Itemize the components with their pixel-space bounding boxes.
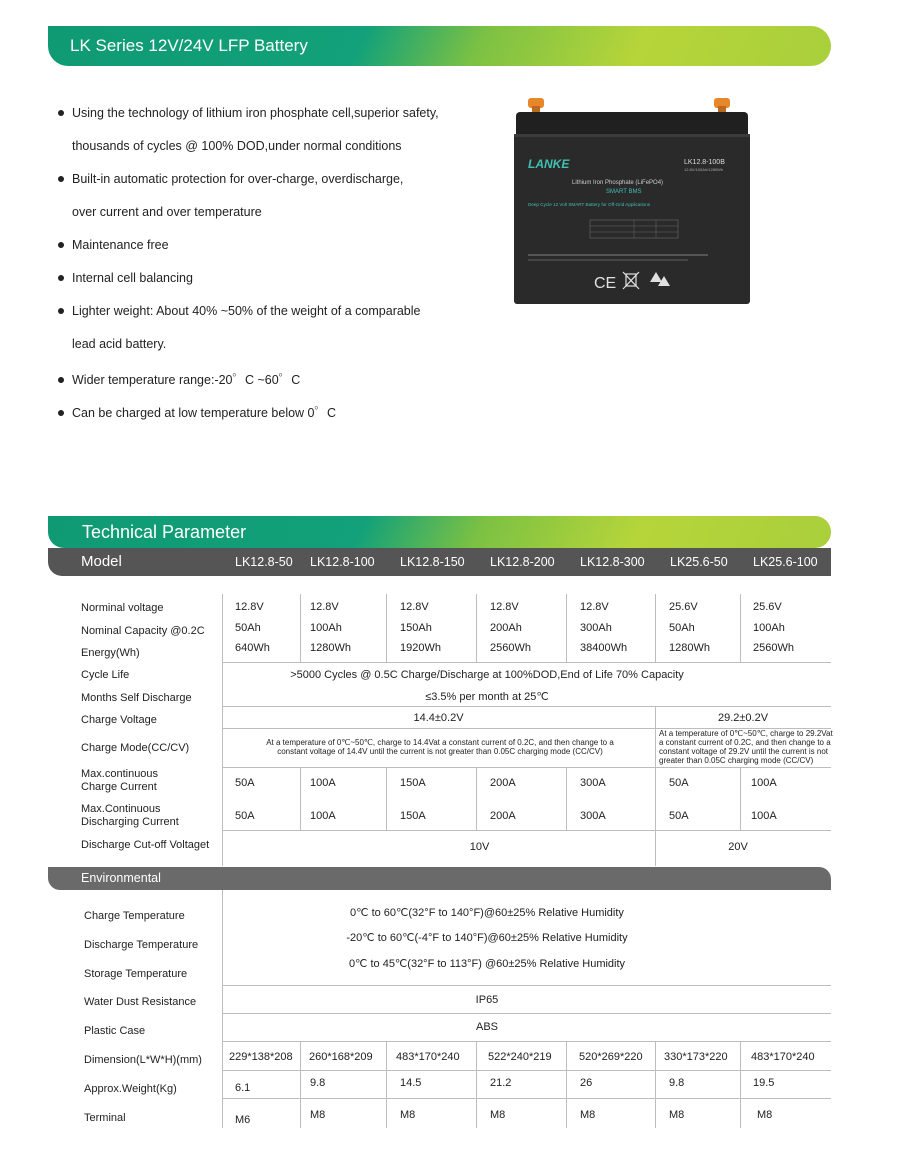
feature-item [58, 238, 169, 252]
table-divider [300, 594, 301, 662]
table-cell: M8 [490, 1109, 506, 1121]
table-divider [300, 1041, 301, 1128]
cutoff-12v: 10V [469, 841, 490, 853]
table-rule [222, 662, 831, 663]
model-header-row [48, 548, 831, 576]
environmental-title: Environmental [81, 871, 161, 885]
table-cell: 50Ah [235, 622, 261, 634]
row-label: Nominal Capacity @0.2C [81, 625, 205, 637]
table-cell: 50Ah [669, 622, 695, 634]
table-cell: 2560Wh [753, 642, 794, 654]
row-label: Approx.Weight(Kg) [84, 1083, 177, 1095]
table-cell: 1280Wh [669, 642, 710, 654]
table-divider [386, 1041, 387, 1128]
row-label: Max.Continuous [81, 803, 161, 815]
model-name: LK12.8-200 [490, 555, 555, 569]
table-cell: 9.8 [669, 1077, 685, 1089]
table-cell: 9.8 [310, 1077, 326, 1089]
self-discharge-value: ≤3.5% per month at 25℃ [425, 691, 549, 703]
cutoff-24v: 20V [728, 841, 748, 853]
table-cell: 1920Wh [400, 642, 441, 654]
battery-image [514, 94, 750, 304]
table-cell: 640Wh [235, 642, 270, 654]
table-cell: 1280Wh [310, 642, 351, 654]
table-divider [740, 767, 741, 830]
table-cell: 12.8V [310, 601, 339, 613]
charge-voltage-12v: 14.4±0.2V [413, 712, 464, 724]
table-divider [740, 594, 741, 662]
row-label: Months Self Discharge [81, 692, 192, 704]
recycle-bin-icon [623, 272, 639, 289]
bullet-icon [58, 242, 64, 248]
row-label: Charge Current [81, 781, 157, 793]
table-cell: 100A [310, 810, 336, 822]
feature-continuation: over current and over temperature [72, 205, 262, 219]
table-divider [300, 767, 301, 830]
model-label: Model [81, 553, 122, 570]
row-label: Terminal [84, 1112, 126, 1124]
ce-mark: CE [594, 275, 617, 292]
feature-continuation: thousands of cycles @ 100% DOD,under normal conditions [72, 139, 402, 153]
table-divider [566, 594, 567, 662]
plastic-case-value: ABS [475, 1021, 498, 1033]
discharge-temp-value: -20℃ to 60℃(-4°F to 140°F)@60±25% Relative Humidity [346, 932, 628, 944]
bullet-icon [58, 410, 64, 416]
table-cell: 6.1 [235, 1082, 251, 1094]
table-cell: 522*240*219 [488, 1051, 552, 1063]
table-cell: 50A [669, 777, 689, 789]
table-divider [476, 594, 477, 662]
table-cell: 150A [400, 777, 426, 789]
table-cell: 100A [751, 810, 777, 822]
tech-title: Technical Parameter [82, 522, 247, 542]
table-cell: 50A [235, 810, 255, 822]
table-divider [476, 767, 477, 830]
table-cell: 150Ah [400, 622, 432, 634]
table-cell: 483*170*240 [751, 1051, 815, 1063]
table-cell: 100A [751, 777, 777, 789]
feature-text: Wider temperature range:-20゜C ~60゜C [72, 373, 301, 387]
table-cell: 200A [490, 810, 516, 822]
table-cell: M6 [235, 1114, 251, 1126]
feature-item [58, 370, 300, 388]
feature-text: Internal cell balancing [72, 271, 193, 285]
table-cell: M8 [757, 1109, 773, 1121]
row-label: Cycle Life [81, 669, 130, 681]
charge-mode-12v: At a temperature of 0℃~50℃, charge to 14.4Vat a constant current of 0.2C, and then change to a constant voltage of 14.4V until the current is not greater than 0.05C charging mode (CC/CV) [266, 738, 614, 756]
table-cell: 300Ah [580, 622, 612, 634]
table-cell: 520*269*220 [579, 1051, 643, 1063]
battery-brand: LANKE [528, 157, 570, 171]
model-name: LK12.8-100 [310, 555, 375, 569]
model-name: LK12.8-50 [235, 555, 293, 569]
bullet-icon [58, 110, 64, 116]
charge-voltage-24v: 29.2±0.2V [717, 712, 769, 724]
model-name: LK25.6-100 [753, 555, 818, 569]
table-cell: 200Ah [490, 622, 522, 634]
table-cell: 38400Wh [580, 642, 628, 654]
row-label: Water Dust Resistance [84, 996, 197, 1008]
feature-text: Using the technology of lithium iron phosphate cell,superior safety, [72, 106, 439, 120]
table-cell: 12.8V [400, 601, 429, 613]
row-label: Discharge Temperature [84, 939, 199, 951]
table-cell: 26 [580, 1077, 593, 1089]
row-label: Discharging Current [81, 816, 179, 828]
row-label: Norminal voltage [81, 602, 164, 614]
table-divider [655, 594, 656, 662]
model-name: LK12.8-150 [400, 555, 465, 569]
table-cell: 50A [235, 777, 255, 789]
table-cell: 100A [310, 777, 336, 789]
environmental-header [48, 867, 831, 890]
table-cell: 200A [490, 777, 516, 789]
feature-item [58, 172, 403, 186]
table-rule [222, 830, 831, 831]
table-cell: 300A [580, 810, 606, 822]
table-cell: 25.6V [669, 601, 698, 613]
model-name: LK25.6-50 [670, 555, 728, 569]
charge-temp-value: 0℃ to 60℃(32°F to 140°F)@60±25% Relative Humidity [350, 907, 624, 919]
table-cell: 300A [580, 777, 606, 789]
table-cell: 100Ah [753, 622, 785, 634]
table-rule [222, 706, 831, 707]
table-divider [740, 1041, 741, 1128]
table-divider [222, 890, 223, 1128]
row-label: Charge Mode(CC/CV) [81, 742, 190, 754]
bullet-icon [58, 176, 64, 182]
table-divider [386, 767, 387, 830]
row-label: Storage Temperature [84, 968, 188, 980]
bullet-icon [58, 275, 64, 281]
battery-model: LK12.8-100B [684, 159, 725, 166]
bullet-icon [58, 377, 64, 383]
table-cell: 229*138*208 [229, 1051, 293, 1063]
water-dust-value: IP65 [475, 994, 499, 1006]
table-rule [222, 767, 831, 768]
feature-continuation: lead acid battery. [72, 337, 167, 351]
tech-banner [48, 516, 831, 548]
table-cell: M8 [669, 1109, 685, 1121]
table-divider [476, 1041, 477, 1128]
table-cell: 21.2 [490, 1077, 512, 1089]
page-title: LK Series 12V/24V LFP Battery [70, 36, 308, 55]
table-divider [386, 594, 387, 662]
table-cell: 12.8V [235, 601, 264, 613]
table-cell: 260*168*209 [309, 1051, 373, 1063]
table-rule [222, 1013, 831, 1014]
battery-spec: 12.8V/100Ah/1280Wh [684, 167, 724, 172]
table-divider [566, 1041, 567, 1128]
table-cell: 330*173*220 [664, 1051, 728, 1063]
table-cell: 100Ah [310, 622, 342, 634]
row-label: Dimension(L*W*H)(mm) [84, 1054, 202, 1066]
table-cell: 12.8V [580, 601, 609, 613]
table-cell: 150A [400, 810, 426, 822]
table-rule [222, 985, 831, 986]
row-label: Charge Voltage [81, 714, 157, 726]
feature-text: Lighter weight: About 40% ~50% of the weight of a comparable [72, 304, 421, 318]
battery-tagline: Deep Cycle 12 Volt SMART Battery for Off-Grid Applications [528, 202, 651, 207]
feature-item [58, 304, 421, 318]
row-label: Plastic Case [84, 1025, 146, 1037]
table-cell: 12.8V [490, 601, 519, 613]
table-cell: 2560Wh [490, 642, 531, 654]
table-cell: M8 [580, 1109, 596, 1121]
cycle-life-value: >5000 Cycles @ 0.5C Charge/Discharge at 100%DOD,End of Life 70% Capacity [290, 669, 684, 681]
row-label: Energy(Wh) [81, 647, 140, 659]
feature-text: Can be charged at low temperature below 0゜C [72, 406, 337, 420]
battery-chemistry: Lithium Iron Phosphate (LiFePO4) [572, 180, 664, 186]
feature-item [58, 106, 439, 120]
bullet-icon [58, 308, 64, 314]
row-label: Max.continuous [81, 768, 159, 780]
feature-text: Built-in automatic protection for over-charge, overdischarge, [72, 172, 404, 186]
row-label: Charge Temperature [84, 910, 185, 922]
table-cell: M8 [400, 1109, 416, 1121]
table-cell: 25.6V [753, 601, 782, 613]
table-cell: 483*170*240 [396, 1051, 460, 1063]
table-cell: 50A [669, 810, 689, 822]
table-divider [566, 767, 567, 830]
header-banner [48, 26, 831, 66]
table-divider [655, 1041, 656, 1128]
table-cell: 19.5 [753, 1077, 775, 1089]
battery-bms: SMART BMS [606, 189, 642, 195]
feature-text: Maintenance free [72, 238, 169, 252]
storage-temp-value: 0℃ to 45℃(32°F to 113°F) @60±25% Relative Humidity [348, 958, 626, 970]
feature-item [58, 403, 336, 421]
row-label: Discharge Cut-off Voltaget [81, 839, 210, 851]
charge-mode-24v: At a temperature of 0℃~50℃, charge to 29.2Vat a constant current of 0.2C, and then change to a constant voltage of 29.2V until the current is not greater than 0.05C charging mode (CC/CV) [659, 729, 833, 765]
table-cell: 14.5 [400, 1077, 422, 1089]
table-divider [222, 594, 223, 866]
table-cell: M8 [310, 1109, 326, 1121]
feature-item [58, 271, 193, 285]
model-name: LK12.8-300 [580, 555, 645, 569]
